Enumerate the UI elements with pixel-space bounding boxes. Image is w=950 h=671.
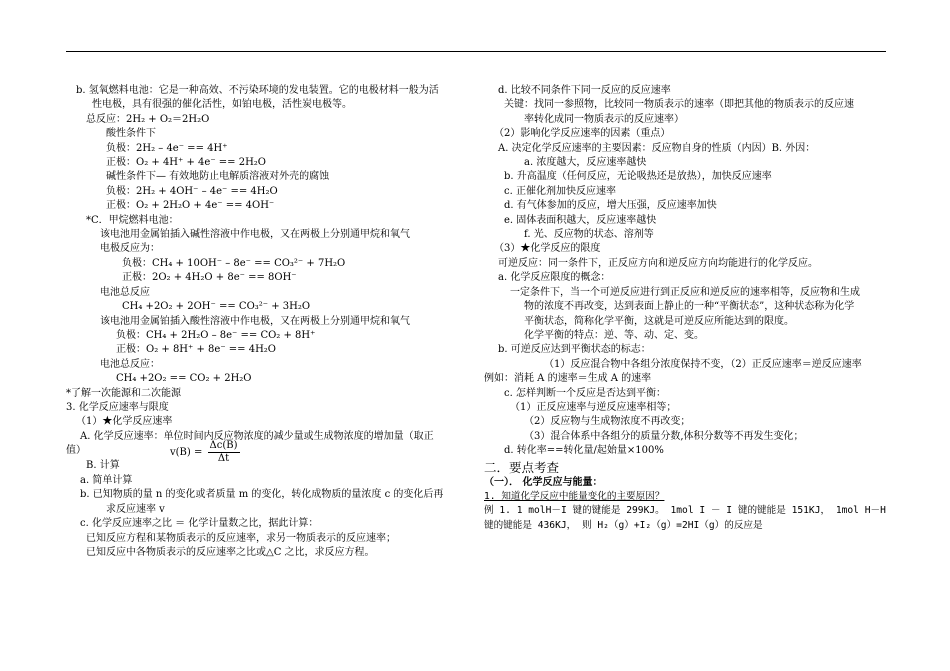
text-line-l09: 正极：O₂ + 2H₂O + 4e⁻ == 4OH⁻ <box>106 200 275 212</box>
section-heading: 二．要点考查 <box>484 459 560 475</box>
text-line-r10: e. 固体表面积越大，反应速率越快 <box>504 214 657 226</box>
text-line-l03: 总反应：2H₂ + O₂＝2H₂O <box>86 113 210 125</box>
text-line-r01: d. 比较不同条件下同一反应的反应速率 <box>498 85 671 96</box>
text-line-m02: b. 已知物质的量 n 的变化或者质量 m 的变化，转化成物质的量浓度 c 的变化后再 <box>80 489 444 501</box>
text-line-l10: *C．甲烷燃料电池： <box>86 214 179 226</box>
text-line-r26: d. 转化率==转化量/起始量×100% <box>504 445 664 457</box>
rate-definition-tail: 值） <box>66 445 86 457</box>
text-line-l14: 正极：2O₂ + 4H₂O + 8e⁻ == 8OH⁻ <box>122 272 297 284</box>
text-line-r24: （2）反应物与生成物浓度不再改变； <box>524 416 691 428</box>
text-line-r19: b. 可逆反应达到平衡状态的标志： <box>498 344 651 356</box>
text-line-r09: d. 有气体参加的反应，增大压强，反应速率加快 <box>504 200 717 212</box>
text-line-r06: a. 浓度越大，反应速率越快 <box>524 157 647 169</box>
left-after-lines <box>66 474 471 560</box>
text-line-l24: （1）★化学反应速率 <box>76 416 173 428</box>
text-line-l02: 性电极，具有很强的催化活性，如铂电极，活性炭电极等。 <box>92 99 352 111</box>
text-line-l07: 碱性条件下— 有效地防止电解质溶液对外壳的腐蚀 <box>106 171 330 183</box>
text-line-r03: 率转化成同一物质表示的反应速率） <box>524 113 684 125</box>
text-line-r22: c. 怎样判断一个反应是否达到平衡： <box>504 387 666 399</box>
text-line-r02: 关键：找同一参照物，比较同一物质表示的速率（即把其他的物质表示的反应速 <box>504 99 854 111</box>
formula-denominator: Δt <box>217 453 230 465</box>
text-line-r14: a. 化学反应限度的概念： <box>498 272 611 284</box>
text-line-m01: a. 简单计算 <box>80 474 133 486</box>
text-line-m05: 已知反应方程和某物质表示的反应速率，求另一物质表示的反应速率； <box>86 532 396 544</box>
text-line-r21: 例如：消耗 A 的速率＝生成 A 的速率 <box>484 373 652 385</box>
left-column <box>66 84 471 560</box>
text-line-l20: 电池总反应： <box>100 358 160 370</box>
text-line-l05: 负极：2H₂ – 4e⁻ == 4H⁺ <box>106 142 228 154</box>
calc-heading: B. 计算 <box>86 459 120 471</box>
text-line-l21: CH₄ +2O₂ == CO₂ + 2H₂O <box>116 373 252 385</box>
rate-definition: A. 化学反应速率：单位时间内反应物浓度的减少量或生成物浓度的增加量（取正 <box>80 430 434 442</box>
text-line-m04: c. 化学反应速率之比 ＝ 化学计量数之比，据此计算： <box>80 518 319 530</box>
text-line-l12: 电极反应为： <box>100 243 160 255</box>
text-line-r16: 物的浓度不再改变，达到表面上静止的一种“平衡状态”，这种状态称为化学 <box>524 301 855 313</box>
text-line-l01: b. 氢氧燃料电池：它是一种高效、不污染环境的发电装置。它的电极材料一般为活 <box>76 85 439 96</box>
text-line-l13: 负极：CH₄ + 10OH⁻ – 8e⁻ == CO₃²⁻ + 7H₂O <box>122 257 346 269</box>
header-rule <box>66 51 886 52</box>
text-line-r13: 可逆反应：同一条件下，正反应方向和逆反应方向均能进行的化学反应。 <box>498 257 818 269</box>
text-line-l17: 该电池用金属铂插入酸性溶液中作电极，又在两极上分别通甲烷和氧气 <box>100 315 410 327</box>
text-line-l22: *了解一次能源和二次能源 <box>66 387 181 399</box>
right-column <box>484 84 892 533</box>
text-line-m03: 求反应速率 v <box>106 503 165 515</box>
formula-numerator: Δc(B) <box>209 440 238 452</box>
right-lines <box>484 84 892 459</box>
left-lines <box>66 84 471 430</box>
example-1-line1: 例 1. 1 molH－I 键的键能是 299KJ。 1mol I － I 键的键能是 151KJ， 1mol H－H <box>484 505 886 517</box>
formula-lhs: v(B) = <box>170 447 203 459</box>
text-line-r05: A. 决定化学反应速率的主要因素：反应物自身的性质（内因）B. 外因： <box>498 142 816 154</box>
text-line-r08: c. 正催化剂加快反应速率 <box>504 185 616 197</box>
example-1-line2: 键的键能是 436KJ， 则 H₂（g）+I₂（g）=2HI（g）的反应是 <box>484 519 763 531</box>
text-line-r23: （1）正反应速率与逆反应速率相等； <box>510 401 677 413</box>
text-line-r18: 化学平衡的特点：逆、等、动、定、变。 <box>524 329 704 341</box>
text-line-r11: f. 光、反应物的状态、溶剂等 <box>524 229 654 241</box>
text-line-r20: （1）反应混合物中各组分浓度保持不变，（2）正反应速率＝逆反应速率 <box>544 358 862 370</box>
text-line-l08: 负极：2H₂ + 4OH⁻ – 4e⁻ == 4H₂O <box>106 185 278 197</box>
text-line-l15: 电池总反应 <box>100 286 150 298</box>
text-line-l16: CH₄ +2O₂ + 2OH⁻ == CO₃²⁻ + 3H₂O <box>122 301 311 313</box>
text-line-r07: b. 升高温度（任何反应，无论吸热还是放热），加快反应速率 <box>504 171 772 183</box>
text-line-r04: （2）影响化学反应速率的因素（重点） <box>494 128 671 140</box>
text-line-l23: 3. 化学反应速率与限度 <box>66 401 169 413</box>
text-line-l11: 该电池用金属铂插入碱性溶液中作电极，又在两极上分别通甲烷和氧气 <box>100 229 410 241</box>
text-line-r17: 平衡状态，简称化学平衡，这就是可逆反应所能达到的限度。 <box>524 315 794 327</box>
text-line-l19: 正极：O₂ + 8H⁺ + 8e⁻ == 4H₂O <box>116 344 277 356</box>
text-line-l04: 酸性条件下 <box>106 128 156 140</box>
question-1: 1. 知道化学反应中能量变化的主要原因？ <box>484 490 665 502</box>
text-line-m06: 已知反应中各物质表示的反应速率之比或△C 之比，求反应方程。 <box>86 546 375 558</box>
subsection-heading: （一）． 化学反应与能量： <box>484 476 603 488</box>
text-line-r25: （3）混合体系中各组分的质量分数,体积分数等不再发生变化； <box>524 430 804 442</box>
text-line-l06: 正极：O₂ + 4H⁺ + 4e⁻ == 2H₂O <box>106 157 267 169</box>
text-line-r15: 一定条件下，当一个可逆反应进行到正反应和逆反应的速率相等，反应物和生成 <box>510 286 860 298</box>
text-line-l18: 负极：CH₄ + 2H₂O – 8e⁻ == CO₂ + 8H⁺ <box>116 329 316 341</box>
text-line-r12: （3）★化学反应的限度 <box>494 243 601 255</box>
